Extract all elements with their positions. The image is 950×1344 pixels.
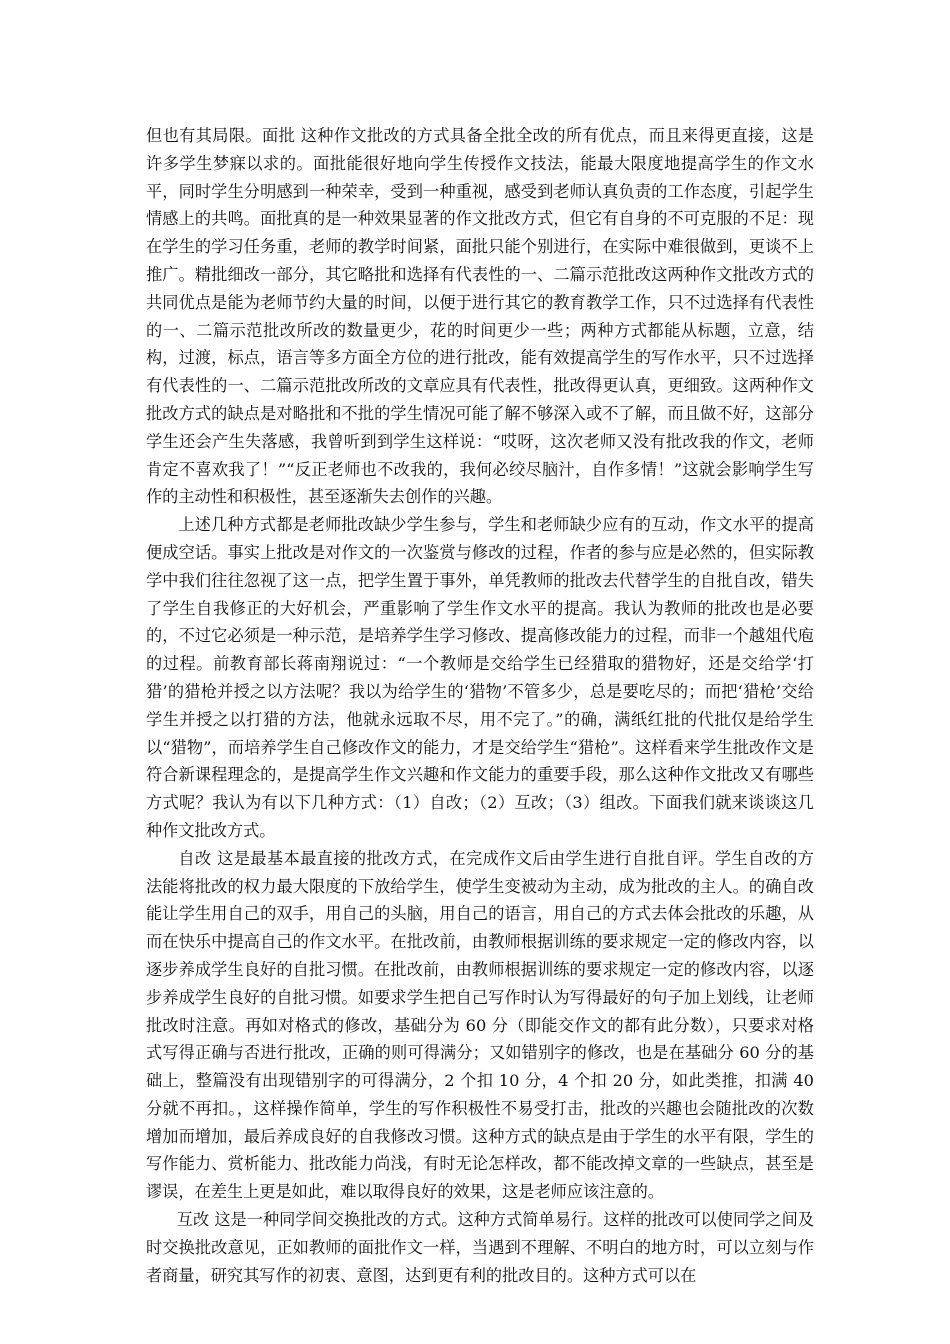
paragraph-2: 上述几种方式都是老师批改缺少学生参与，学生和老师缺少应有的互动，作文水平的提高便成空话。事实上批改是对作文的一次鉴赏与修改的过程，作者的参与应是必然的，但实际教学中我们往往忽视了这一点，把学生置于事外，单凭教师的批改去代替学生的自批自改，错失了学生自我修正的大好机会，严重影响了学生作文水平的提高。我认为教师的批改也是必要的，不过它必须是一种示范，是培养学生学习修改、提高修改能力的过程，而非一个越俎代庖的过程。前教育部长蒋南翔说过：“一个教师是交给学生已经猎取的猎物好，还是交给学‘打猎’的猎枪并授之以方法呢？我以为给学生的‘猎物’不管多少，总是要吃尽的；而把‘猎枪’交给学生并授之以打猎的方法，他就永远取不尽，用不完了。”的确，满纸红批的代批仅是给学生以“猎物”，而培养学生自己修改作文的能力，才是交给学生“猎枪”。这样看来学生批改作文是符合新课程理念的，是提高学生作文兴趣和作文能力的重要手段，那么这种作文批改又有哪些方式呢？我认为有以下几种方式：（1）自改；（2）互改；（3）组改。下面我们就来谈谈这几种作文批改方式。 bbox=[146, 515, 814, 840]
paragraph-1: 但也有其局限。面批 这种作文批改的方式具备全批全改的所有优点，而且来得更直接，这是许多学生梦寐以求的。面批能很好地向学生传授作文技法，能最大限度地提高学生的作文水平，同时学生分明感到一种荣幸，受到一种重视，感受到老师认真负责的工作态度，引起学生情感上的共鸣。面批真的是一种效果显著的作文批改方式，但它有自身的不可克服的不足：现在学生的学习任务重，老师的教学时间紧，面批只能个别进行，在实际中难很做到，更谈不上推广。精批细改一部分，其它略批和选择有代表性的一、二篇示范批改这两种作文批改方式的共同优点是能为老师节约大量的时间，以便于进行其它的教育教学工作，只不过选择有代表性的一、二篇示范批改所改的数量更少，花的时间更少一些；两种方式都能从标题，立意，结构，过渡，标点，语言等多方面全方位的进行批改，能有效提高学生的写作水平，只不过选择有代表性的一、二篇示范批改所改的文章应具有代表性，批改得更认真，更细致。这两种作文批改方式的缺点是对略批和不批的学生情况可能了解不够深入或不了解，而且做不好，这部分学生还会产生失落感，我曾听到到学生这样说：“哎呀，这次老师又没有批改我的作文，老师肯定不喜欢我了！”“反正老师也不改我的，我何必绞尽脑汁，自作多情！”这就会影响学生写作的主动性和积极性，甚至逐渐失去创作的兴趣。 bbox=[146, 126, 814, 507]
document-body bbox=[146, 122, 814, 1289]
paragraph-3: 自改 这是最基本最直接的批改方式，在完成作文后由学生进行自批自评。学生自改的方法能将批改的权力最大限度的下放给学生，使学生变被动为主动，成为批改的主人。的确自改能让学生用自己的双手，用自己的头脑，用自己的语言，用自己的方式去体会批改的乐趣，从而在快乐中提高自己的作文水平。在批改前，由教师根据训练的要求规定一定的修改内容，以逐步养成学生良好的自批习惯。在批改前，由教师根据训练的要求规定一定的修改内容，以逐步养成学生良好的自批习惯。如要求学生把自己写作时认为写得最好的句子加上划线，让老师批改时注意。再如对格式的修改，基础分为 60 分（即能交作文的都有此分数），只要求对格式写得正确与否进行批改，正确的则可得满分；又如错别字的修改，也是在基础分 60 分的基础上，整篇没有出现错别字的可得满分，2 个扣 10 分，4 个扣 20 分，如此类推，扣满 40 分就不再扣。，这样操作简单，学生的写作积极性不易受打击，批改的兴趣也会随批改的次数增加而增加，最后养成良好的自我修改习惯。这种方式的缺点是由于学生的水平有限，学生的写作能力、赏析能力、批改能力尚浅，有时无论怎样改，都不能改掉文章的一些缺点，甚至是谬误，在差生上更是如此，难以取得良好的效果，这是老师应该注意的。 bbox=[146, 848, 814, 1202]
paragraph-4: 互改 这是一种同学间交换批改的方式。这种方式简单易行。这样的批改可以使同学之间及时交换批改意见，正如教师的面批作文一样，当遇到不理解、不明白的地方时，可以立刻与作者商量，研究其写作的初衷、意图，达到更有利的批改目的。这种方式可以在 bbox=[146, 1210, 814, 1285]
